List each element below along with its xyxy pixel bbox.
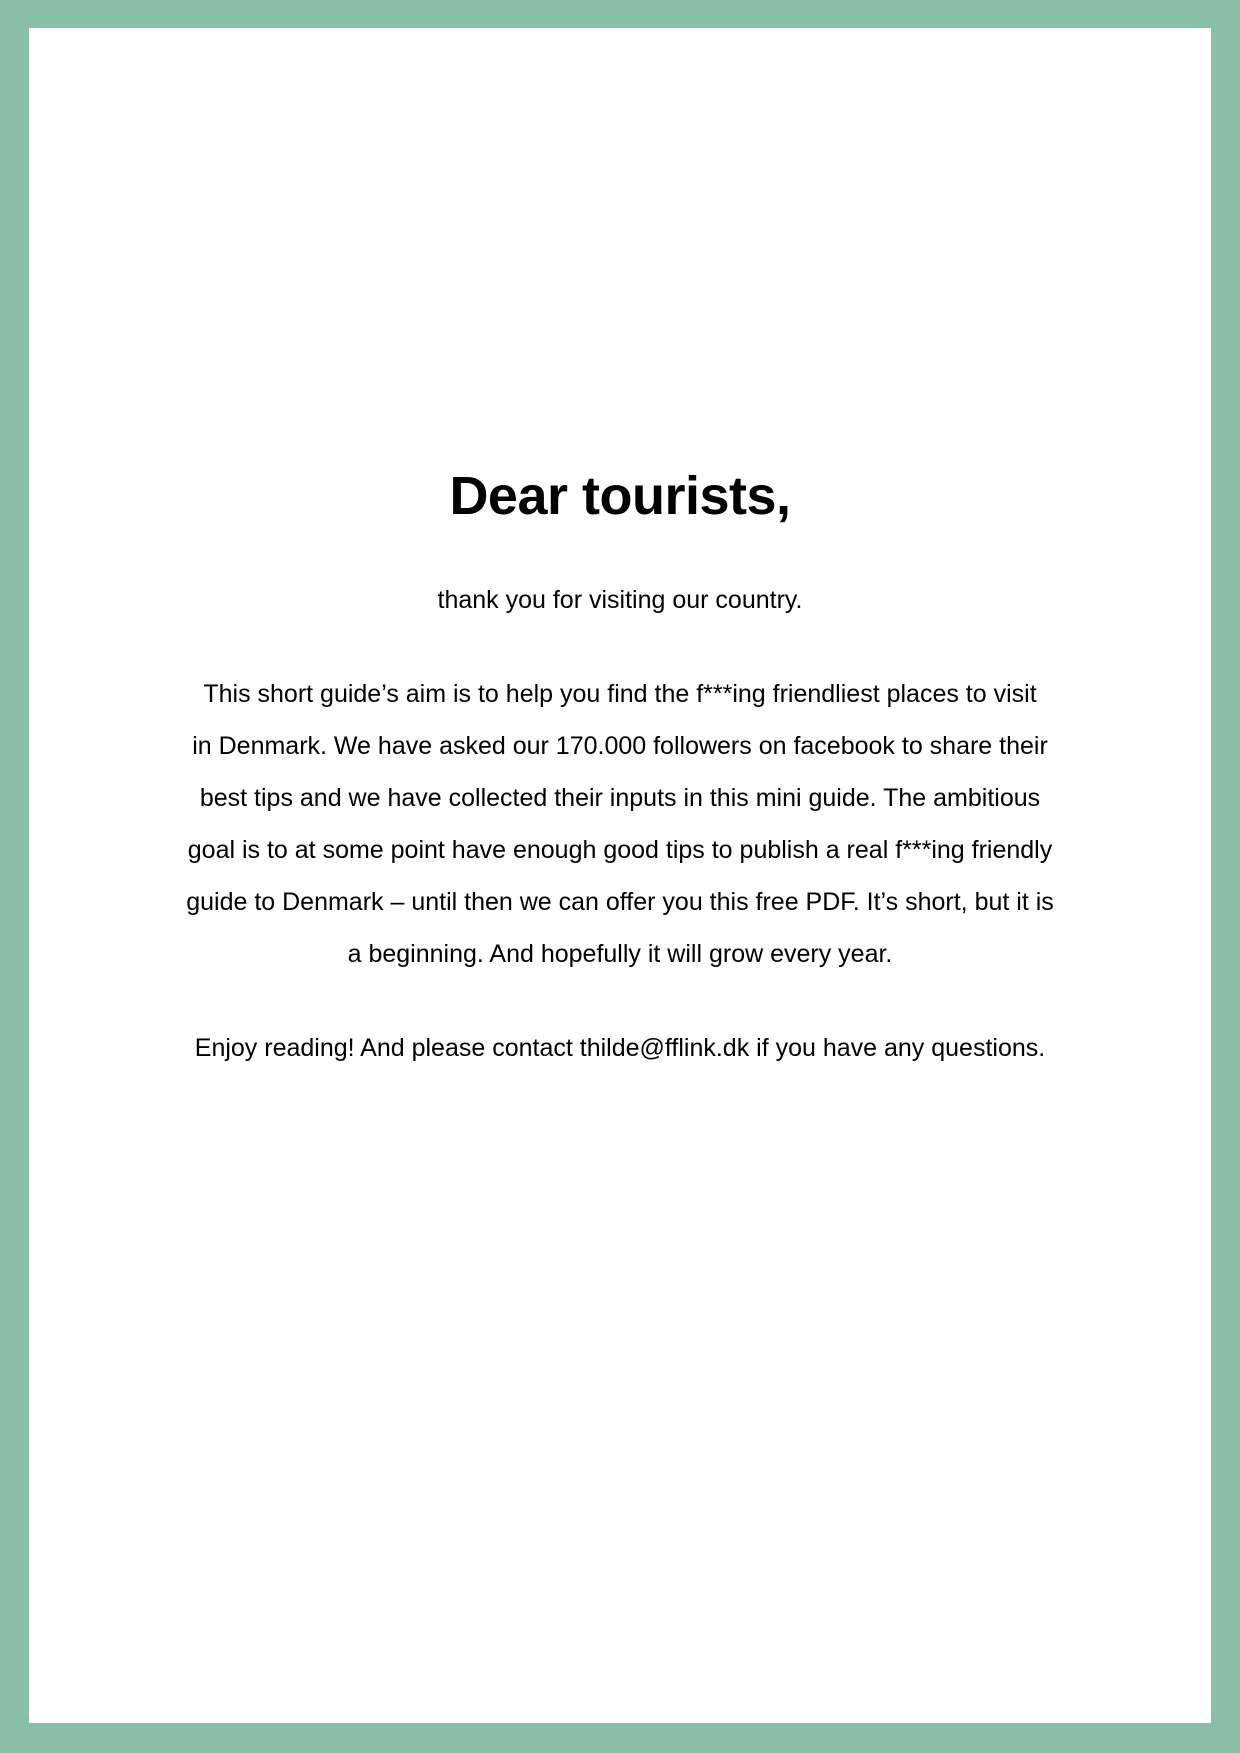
body-line: a beginning. And hopefully it will grow every year. [347, 940, 893, 968]
closing-line: Enjoy reading! And please contact thilde@fflink.dk if you have any questions. [194, 1034, 1046, 1062]
body-paragraph [170, 668, 1070, 980]
greeting-line: thank you for visiting our country. [437, 586, 803, 614]
body-line: in Denmark. We have asked our 170.000 followers on facebook to share their [192, 732, 1048, 760]
body-line: goal is to at some point have enough good tips to publish a real f***ing friendly [187, 836, 1053, 864]
body-line: This short guide’s aim is to help you find the f***ing friendliest places to visit [203, 680, 1037, 708]
letter-content [29, 460, 1211, 1066]
document-sheet [29, 28, 1211, 1723]
letter-title: Dear tourists, [449, 466, 791, 526]
body-line: guide to Denmark – until then we can offer you this free PDF. It’s short, but it is [186, 888, 1054, 916]
body-line: best tips and we have collected their inputs in this mini guide. The ambitious [199, 784, 1041, 812]
